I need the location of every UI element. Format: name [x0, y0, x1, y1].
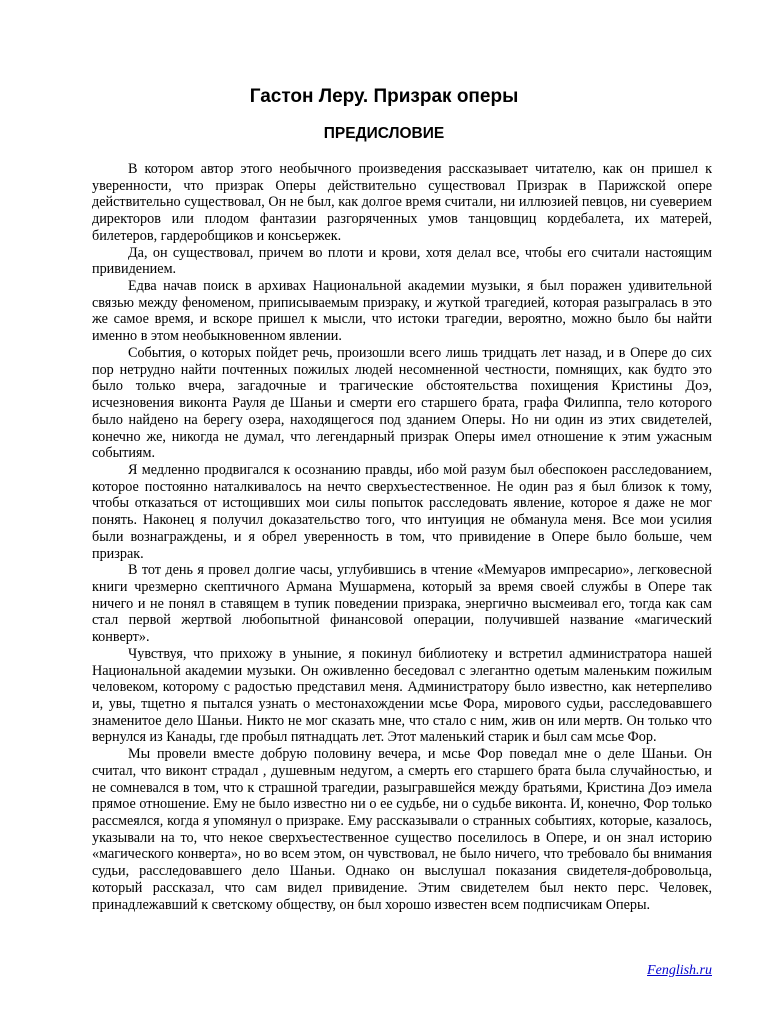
paragraph: События, о которых пойдет речь, произошли всего лишь тридцать лет назад, и в Опере до сих пор нетрудно найти почтенных пожилых людей несомненной честности, помнящих, как будто это было только вчера, загадочные и трагические обстоятельства похищения Кристины Доэ, исчезновения виконта Рауля де Шаньи и смерти его старшего брата, графа Филиппа, тело которого было найдено на берегу озера, находящегося под зданием Оперы. Но ни один из этих свидетелей, конечно же, никогда не думал, что легендарный призрак Оперы имел отношение к этим ужасным событиям.	[92, 344, 712, 462]
paragraph: Едва начав поиск в архивах Национальной академии музыки, я был поражен удивительной связью между феноменом, приписываемым призраку, и жуткой трагедией, которая разыгралась в это же самое время, и вскоре пришел к мысли, что истоки трагедии, вероятно, можно было бы найти именно в этом необыкновенном явлении.	[92, 278, 712, 345]
paragraph: Да, он существовал, причем во плоти и крови, хотя делал все, чтобы его считали настоящим привидением.	[92, 244, 712, 278]
paragraph: Мы провели вместе добрую половину вечера, и мсье Фор поведал мне о деле Шаньи. Он считал, что виконт страдал , душевным недугом, а смерть его старшего брата была случайностью, и не сомневался в том, что к страшной трагедии, разыгравшейся между братьями, Кристина Доэ имела прямое отношение. Ему не было известно ни о ее судьбе, ни о судьбе виконта. И, конечно, Фор только рассмеялся, когда я упомянул о призраке. Ему рассказывали о странных событиях, которые, казалось, указывали на то, что некое сверхъестественное существо поселилось в Опере, и он знал историю «магического конверта», но во всем этом, он чувствовал, не было ничего, что требовало бы внимания судьи, расследовавшего дело Шаньи. Однако он выслушал показания свидетеля-добровольца, который рассказал, что сам видел привидение. Этим свидетелем был некто перс. Человек, принадлежавший к светскому обществу, он был хорошо известен всем подписчикам Оперы.	[92, 746, 712, 913]
section-heading: ПРЕДИСЛОВИЕ	[323, 125, 445, 142]
paragraph: В тот день я провел долгие часы, углубившись в чтение «Мемуаров импресарио», легковесной книги чрезмерно скептичного Армана Мушармена, который за время своей службы в Опере так ничего и не понял в ставящем в тупик поведении призрака, энергично высмеивал его, тогда как сам стал первой жертвой любопытной финансовой операции, получившей название «магический конверт».	[92, 562, 712, 646]
document-title: Гастон Леру. Призрак оперы	[249, 86, 519, 107]
body-text	[92, 161, 712, 913]
paragraph: Я медленно продвигался к осознанию правды, ибо мой разум был обеспокоен расследованием, которое постоянно наталкивалось на нечто сверхъестественное. Не один раз я был близок к тому, чтобы отказаться от истощивших мои силы попыток расследовать явление, которое я даже не мог понять. Наконец я получил доказательство того, что интуиция не обманула меня. Все мои усилия были вознаграждены, и я обрел уверенность в том, что привидение в Опере было больше, чем призрак.	[92, 461, 712, 562]
paragraph: В котором автор этого необычного произведения рассказывает читателю, как он пришел к уверенности, что призрак Оперы действительно существовал Призрак в Парижской опере действительно существовал, Он не был, как долгое время считали, ни иллюзией певцов, ни суеверием директоров или плодом фантазии разгоряченных умов танцовщиц кордебалета, их матерей, билетеров, гардеробщиков и консьержек.	[92, 161, 712, 244]
paragraph: Чувствуя, что прихожу в уныние, я покинул библиотеку и встретил администратора нашей Национальной академии музыки. Он оживленно беседовал с элегантно одетым маленьким пожилым человеком, которому с радостью представил меня. Администратору было известно, как нетерпеливо и, увы, тщетно я пытался узнать о местонахождении мсье Фора, мирового судьи, расследовавшего знаменитое дело Шаньи. Никто не мог сказать мне, что стало с ним, жив он или мертв. Он только что вернулся из Канады, где пробыл пятнадцать лет. Этот маленький старик и был сам мсье Фор.	[92, 645, 712, 746]
source-link[interactable]: Fenglish.ru	[647, 963, 712, 978]
